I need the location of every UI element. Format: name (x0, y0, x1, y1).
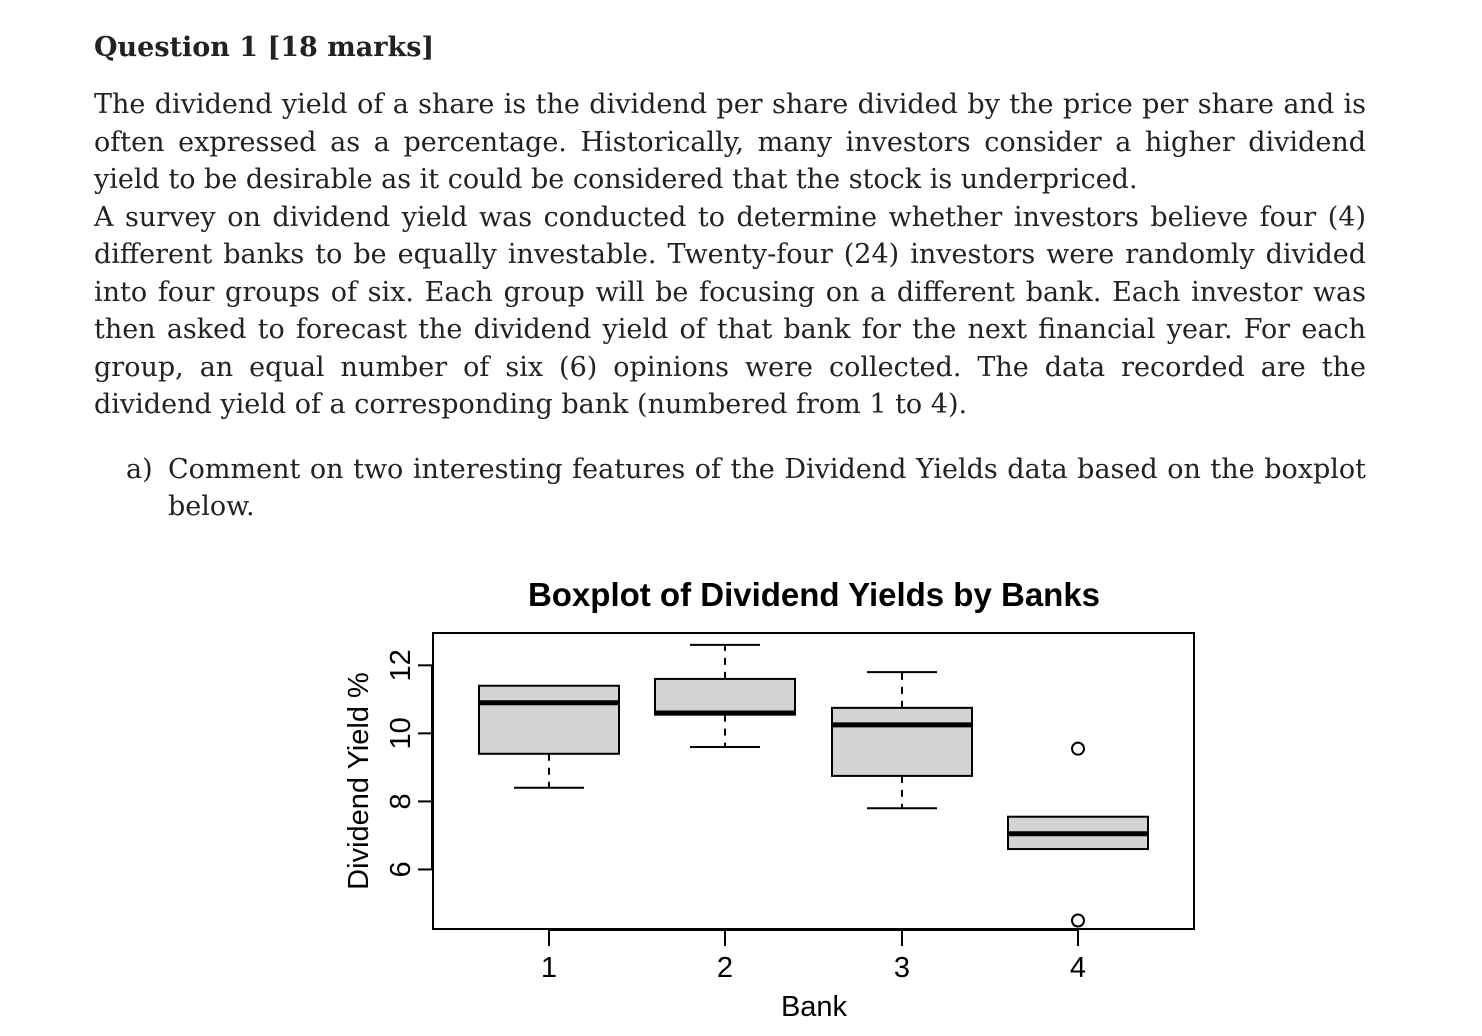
iqr-box (655, 679, 795, 715)
box-bank-1 (479, 686, 619, 788)
x-axis (541, 930, 1086, 984)
question-page (94, 26, 1366, 522)
box-bank-4 (1008, 743, 1148, 927)
dividend-boxplot (330, 566, 1210, 1028)
y-axis-label: Dividend Yield % (343, 672, 375, 890)
x-tick-label: 3 (893, 952, 911, 984)
box-group (479, 645, 1148, 927)
y-tick-label: 10 (385, 717, 417, 750)
survey-paragraph: A survey on dividend yield was conducted to determine whether investors believe four (4) different banks to be equally investable. Twenty-four (24) investors were randomly divided into four groups of six. Each group will be focusing on a different bank. Each investor was then asked to forecast the dividend yield of that bank for the next financial year. For each group, an equal number of six (6) opinions were collected. The data recorded are the dividend yield of a corresponding bank (numbered from 1 to 4). (94, 201, 1366, 420)
plot-frame (433, 633, 1194, 929)
question-title: Question 1 [18 marks] (94, 32, 435, 63)
y-axis (385, 649, 432, 877)
part-a (126, 451, 1366, 525)
box-bank-3 (832, 672, 972, 808)
x-tick-label: 2 (716, 952, 734, 984)
intro-paragraph: The dividend yield of a share is the dividend per share divided by the price per share and is often expressed as a percentage. Historically, many investors consider a higher dividend yield to be desirable as it could be considered that the stock is underpriced. (94, 89, 1366, 195)
part-a-text: Comment on two interesting features of the Dividend Yields data based on the boxplot below. (168, 454, 1366, 522)
outlier-point (1072, 914, 1084, 926)
iqr-box (832, 708, 972, 776)
y-tick-label: 12 (385, 649, 417, 682)
x-tick-label: 1 (540, 952, 558, 984)
y-tick-label: 6 (385, 861, 417, 878)
outlier-point (1072, 743, 1084, 755)
box-bank-2 (655, 645, 795, 747)
chart-title: Boxplot of Dividend Yields by Banks (527, 576, 1101, 613)
x-axis-label: Bank (780, 991, 848, 1023)
y-tick-label: 8 (385, 793, 417, 810)
iqr-box (479, 686, 619, 754)
part-a-label: a) (126, 454, 153, 485)
x-tick-label: 4 (1069, 952, 1087, 984)
